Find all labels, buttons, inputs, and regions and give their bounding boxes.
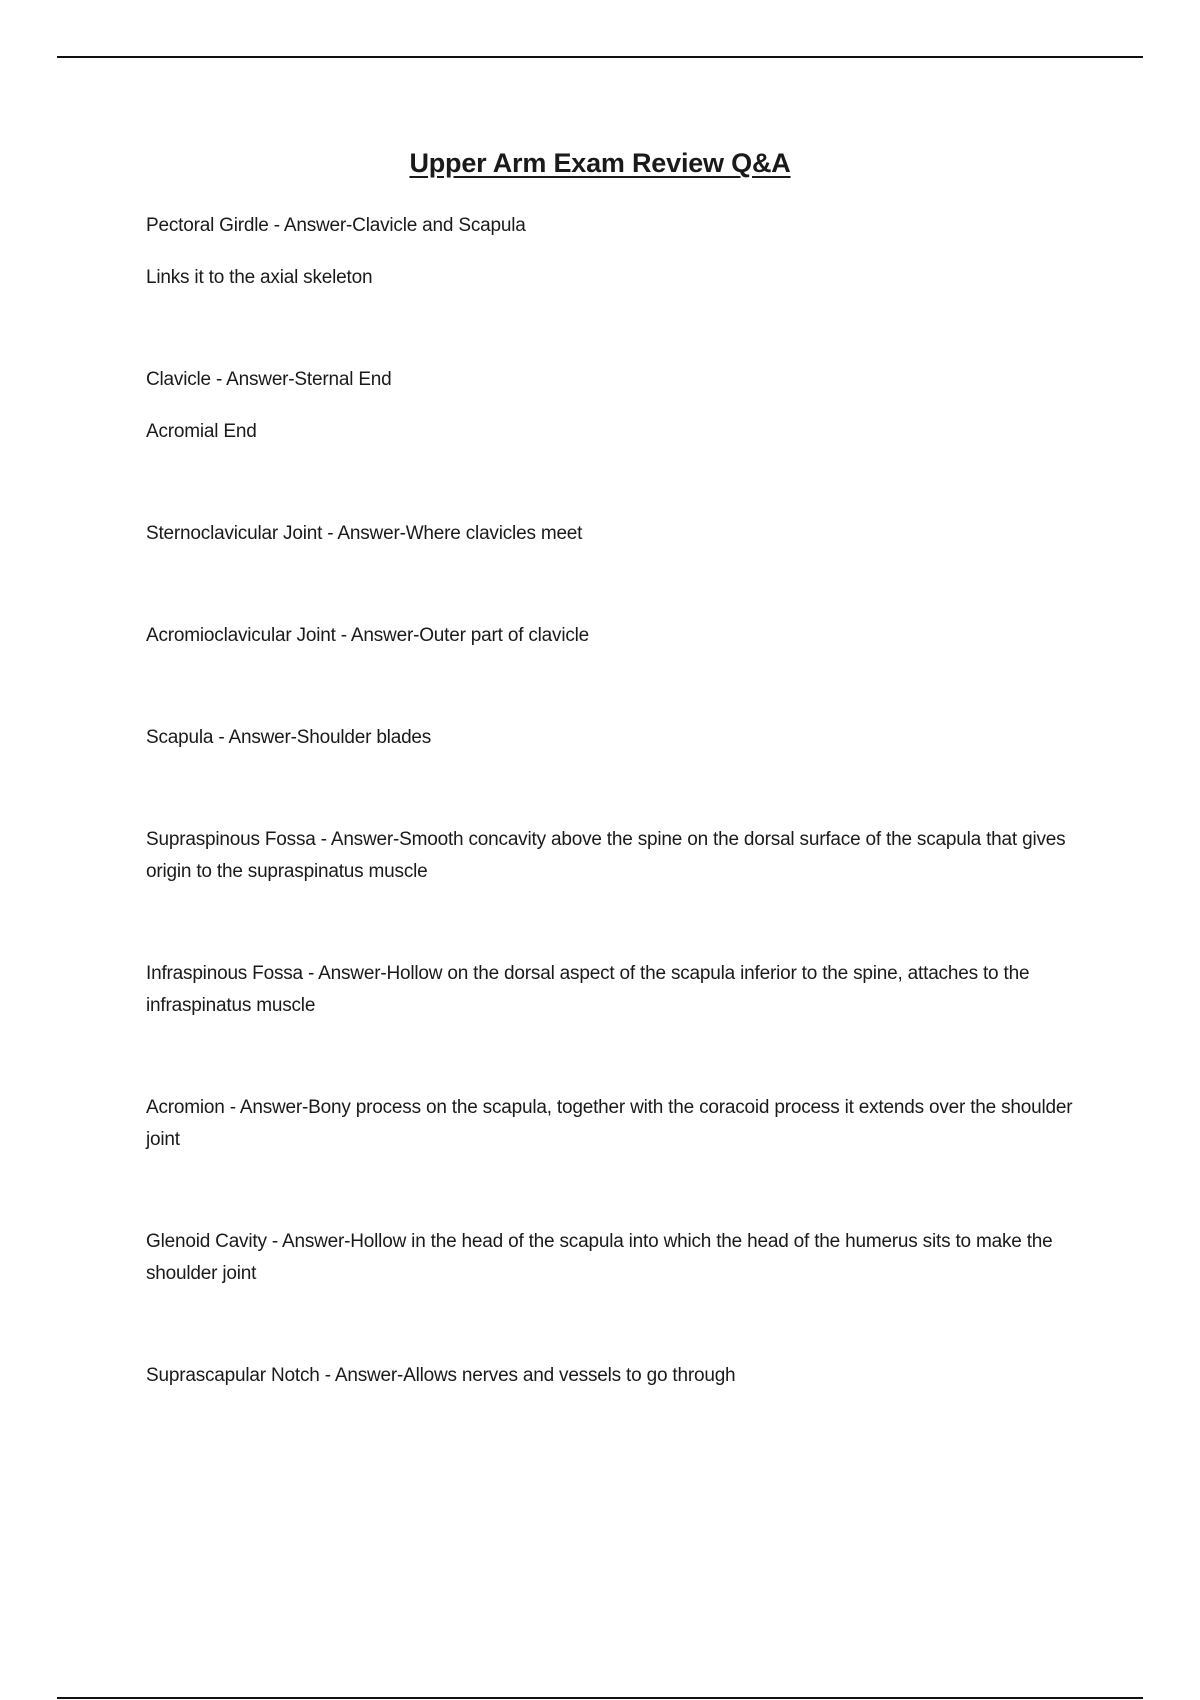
qa-entry-scapula: Scapula - Answer-Shoulder blades [146, 727, 432, 748]
footer-rule [57, 1697, 1143, 1699]
qa-list [146, 210, 1086, 1392]
qa-entry-suprascapular-notch: Suprascapular Notch - Answer-Allows nerves and vessels to go through [146, 1365, 736, 1386]
qa-entry-infraspinous-fossa: Infraspinous Fossa - Answer-Hollow on the dorsal aspect of the scapula inferior to the spine, attaches to the infraspinatus muscle [146, 963, 1030, 1016]
page-title: Upper Arm Exam Review Q&A [409, 148, 791, 178]
qa-entry-acromioclavicular-joint: Acromioclavicular Joint - Answer-Outer part of clavicle [146, 625, 590, 646]
header-rule [57, 56, 1143, 58]
qa-entry-supraspinous-fossa: Supraspinous Fossa - Answer-Smooth concavity above the spine on the dorsal surface of the scapula that gives origin to the supraspinatus muscle [146, 829, 1066, 882]
qa-entry-sternoclavicular-joint: Sternoclavicular Joint - Answer-Where clavicles meet [146, 523, 583, 544]
qa-entry-pectoral-girdle-continued: Links it to the axial skeleton [146, 267, 373, 288]
qa-entry-pectoral-girdle: Pectoral Girdle - Answer-Clavicle and Scapula [146, 215, 526, 236]
qa-entry-clavicle-continued: Acromial End [146, 421, 257, 442]
qa-entry-acromion: Acromion - Answer-Bony process on the scapula, together with the coracoid process it extends over the shoulder joint [146, 1097, 1073, 1150]
qa-entry-clavicle: Clavicle - Answer-Sternal End [146, 369, 392, 390]
qa-entry-glenoid-cavity: Glenoid Cavity - Answer-Hollow in the head of the scapula into which the head of the humerus sits to make the shoulder joint [146, 1231, 1053, 1284]
